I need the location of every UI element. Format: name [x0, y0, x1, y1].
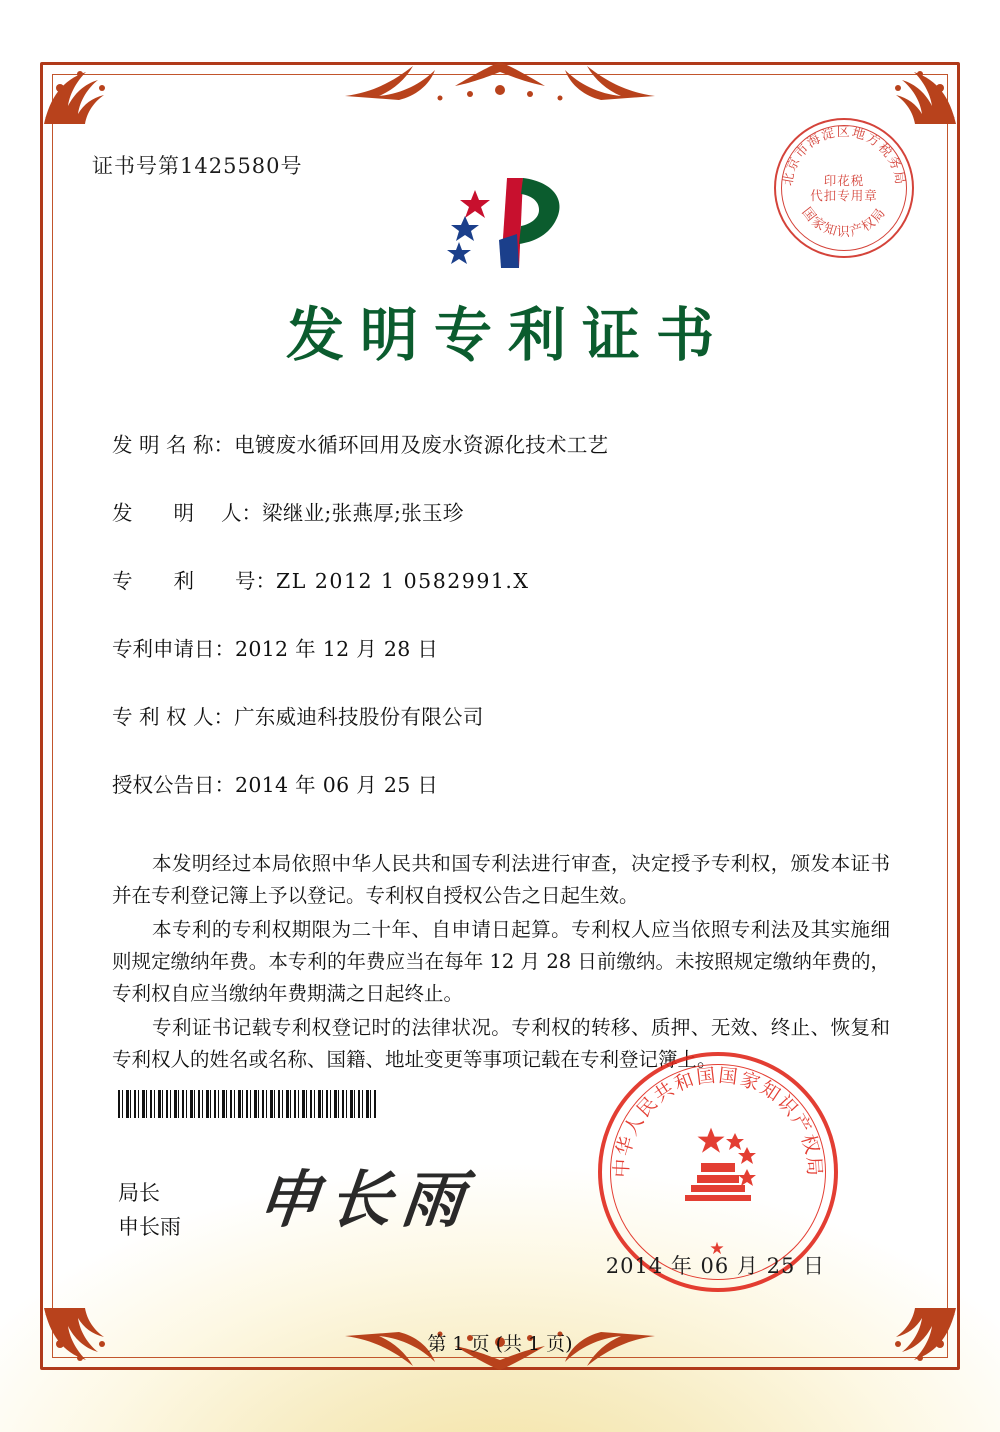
- legal-paragraph: 专利证书记载专利权登记时的法律状况。专利权的转移、质押、无效、终止、恢复和专利权人的姓名或名称、国籍、地址变更等事项记载在专利登记簿上。: [112, 1016, 890, 1071]
- field-value: 梁继业;张燕厚;张玉珍: [262, 501, 464, 525]
- page-footer: 第 1 页 (共 1 页): [427, 1333, 573, 1355]
- field-patentee: [112, 700, 900, 730]
- field-inventors: [112, 496, 900, 526]
- field-application-date: [112, 632, 900, 662]
- fields-list: [112, 428, 900, 836]
- field-label: 专 利 权 人：: [112, 705, 235, 729]
- svg-text:北京市海淀区地方税务局: 北京市海淀区地方税务局: [780, 125, 908, 187]
- field-label: 发 明 名 称：: [112, 433, 235, 457]
- tax-seal-line-1: 印花税: [823, 173, 865, 188]
- field-label: 授权公告日：: [112, 773, 235, 797]
- svg-text:国家知识产权局: 国家知识产权局: [798, 205, 890, 240]
- certificate-number: 证书号第1425580号: [92, 154, 303, 178]
- field-patent-number: [112, 564, 900, 594]
- field-label: 发 明 人：: [112, 501, 263, 525]
- top-ornament-icon: [335, 56, 665, 102]
- field-value: 2012 年 12 月 28 日: [235, 637, 439, 661]
- field-value: 电镀废水循环回用及废水资源化技术工艺: [234, 433, 609, 457]
- field-label: 专利申请日：: [112, 637, 235, 661]
- legal-paragraph: 本发明经过本局依照中华人民共和国专利法进行审查，决定授予专利权，颁发本证书并在专利登记簿上予以登记。专利权自授权公告之日起生效。: [112, 852, 890, 907]
- field-invention-name: [112, 428, 900, 458]
- field-value: ZL 2012 1 0582991.X: [276, 569, 530, 593]
- barcode: [118, 1090, 378, 1118]
- svg-text:★: ★: [709, 1238, 727, 1259]
- seal-date: 2014 年 06 月 25 日: [605, 1254, 825, 1278]
- page-title: 发明专利证书: [285, 301, 730, 369]
- field-label: 专 利 号：: [112, 569, 276, 593]
- handwritten-signature: 申长雨: [253, 1163, 478, 1236]
- field-value: 2014 年 06 月 25 日: [235, 773, 439, 797]
- director-title-label: 局长: [118, 1181, 160, 1205]
- director-name-label: 申长雨: [118, 1215, 181, 1239]
- field-grant-date: [112, 768, 900, 798]
- legal-paragraph: 本专利的专利权期限为二十年、自申请日起算。专利权人应当依照专利法及其实施细则规定缴纳年费。本专利的年费应当在每年 12 月 28 日前缴纳。未按照规定缴纳年费的，专利权自应当缴纳年费期满之日起终止。: [112, 918, 890, 1005]
- tax-seal-stamp: [774, 118, 914, 258]
- tax-seal-center-text: [776, 173, 912, 203]
- national-emblem-icon: [663, 1117, 773, 1227]
- signature-labels: [118, 1176, 181, 1244]
- tax-seal-line-2: 代扣专用章: [810, 188, 878, 203]
- sipo-logo-icon: [415, 168, 585, 278]
- legal-text-block: [112, 848, 890, 1078]
- field-value: 广东威迪科技股份有限公司: [234, 705, 484, 729]
- svg-text:中华人民共和国国家知识产权局: 中华人民共和国国家知识产权局: [610, 1064, 826, 1179]
